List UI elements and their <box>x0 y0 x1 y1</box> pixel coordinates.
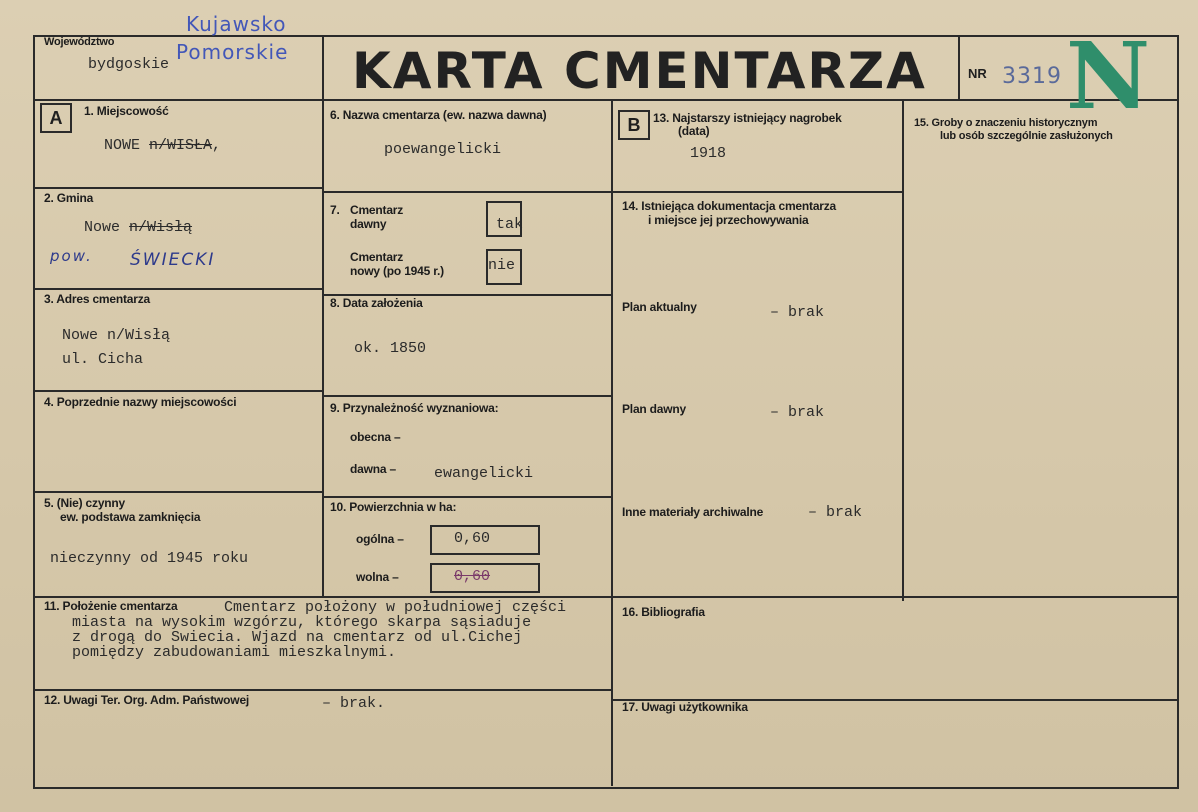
page-title: KARTA CMENTARZA <box>352 42 927 100</box>
f2-hand-prefix: pow. <box>50 247 93 265</box>
f14-plan-aktualny-label: Plan aktualny <box>622 300 697 314</box>
f7-label: 7. <box>330 203 340 217</box>
f10-ogolna-label: ogólna – <box>356 532 404 546</box>
divider <box>611 99 613 786</box>
f12-label: 12. Uwagi Ter. Org. Adm. Państwowej <box>44 693 250 707</box>
f14-label-1: 14. Istniejąca dokumentacja cmentarza <box>622 199 837 213</box>
f7-nowy-label-1: Cmentarz <box>350 250 404 264</box>
divider <box>611 191 903 193</box>
f11-line3: z drogą do Swiecia. Wjazd na cmentarz od ul.Cichej <box>72 629 523 646</box>
f16-label: 16. Bibliografia <box>622 605 705 619</box>
divider <box>322 395 612 397</box>
f7-nowy-value: nie <box>488 257 516 274</box>
f9-dawna-label: dawna – <box>350 462 396 476</box>
f3-line1: Nowe n/Wisłą <box>62 327 171 344</box>
divider <box>33 390 323 392</box>
f7-dawny-label-1: Cmentarz <box>350 203 404 217</box>
f13-value: 1918 <box>690 145 727 162</box>
f10-wolna-value: 0,60 <box>454 568 491 585</box>
divider <box>322 35 324 100</box>
f15-label-1: 15. Groby o znaczeniu historycznym <box>914 117 1098 129</box>
category-mark: N <box>1066 22 1151 130</box>
divider <box>33 596 1177 598</box>
f9-label: 9. Przynależność wyznaniowa: <box>330 401 499 415</box>
wojewodztwo-value: bydgoskie <box>88 56 170 73</box>
f5-label-1: 5. (Nie) czynny <box>44 496 126 510</box>
f5-value: nieczynny od 1945 roku <box>50 550 249 567</box>
f14-inne-value: – brak <box>808 504 863 521</box>
f14-plan-aktualny-value: – brak <box>770 304 825 321</box>
f6-value: poewangelicki <box>384 141 502 158</box>
f14-label-2: i miejsce jej przechowywania <box>648 213 809 227</box>
f8-label: 8. Data założenia <box>330 296 423 310</box>
f1-value: NOWE n/WISŁA, <box>104 137 222 154</box>
divider <box>33 288 323 290</box>
f11-line4: pomiędzy zabudowaniami mieszkalnymi. <box>72 644 397 661</box>
f13-label-1: 13. Najstarszy istniejący nagrobek <box>653 111 842 125</box>
f6-label: 6. Nazwa cmentarza (ew. nazwa dawna) <box>330 108 547 122</box>
f11-line1: Cmentarz położony w południowej części <box>224 599 567 616</box>
f11-label: 11. Położenie cmentarza <box>44 599 178 613</box>
divider <box>322 496 612 498</box>
nr-value: 3319 <box>1002 64 1062 89</box>
stamp-line1: Kujawsko <box>186 12 287 36</box>
f8-value: ok. 1850 <box>354 340 427 357</box>
divider <box>902 99 904 601</box>
f5-label-2: ew. podstawa zamknięcia <box>60 510 201 524</box>
f14-inne-label: Inne materiały archiwalne <box>622 505 764 519</box>
f7-dawny-label-2: dawny <box>350 217 387 231</box>
f10-ogolna-value: 0,60 <box>454 530 491 547</box>
f3-line2: ul. Cicha <box>62 351 144 368</box>
stamp-line2: Pomorskie <box>176 40 289 64</box>
f15-label-2: lub osób szczególnie zasłużonych <box>940 130 1113 142</box>
divider <box>322 191 612 193</box>
section-a-letter: A <box>40 103 72 133</box>
f10-wolna-label: wolna – <box>356 570 399 584</box>
divider <box>322 99 324 597</box>
divider <box>33 187 323 189</box>
section-b-letter: B <box>618 110 650 140</box>
divider <box>33 689 613 691</box>
f17-label: 17. Uwagi użytkownika <box>622 700 748 714</box>
f10-label: 10. Powierzchnia w ha: <box>330 500 457 514</box>
f2-hand-value: ŚWIECKI <box>130 250 216 270</box>
nr-label: NR <box>968 66 987 81</box>
f3-label: 3. Adres cmentarza <box>44 292 151 306</box>
f12-value: – brak. <box>322 695 386 712</box>
f13-label-2: (data) <box>678 124 710 138</box>
f9-obecna-label: obecna – <box>350 430 401 444</box>
divider <box>33 491 323 493</box>
f11-line2: miasta na wysokim wzgórzu, którego skarpa sąsiaduje <box>72 614 532 631</box>
f14-plan-dawny-label: Plan dawny <box>622 402 687 416</box>
f14-plan-dawny-value: – brak <box>770 404 825 421</box>
f2-label: 2. Gmina <box>44 191 94 205</box>
f4-label: 4. Poprzednie nazwy miejscowości <box>44 395 237 409</box>
wojewodztwo-label: Województwo <box>44 36 115 48</box>
divider <box>958 35 960 100</box>
f7-nowy-label-2: nowy (po 1945 r.) <box>350 264 444 278</box>
f2-value: Nowe n/Wisłą <box>84 219 193 236</box>
f9-dawna-value: ewangelicki <box>434 465 534 482</box>
f1-label: 1. Miejscowość <box>84 104 169 118</box>
f7-dawny-value: tak <box>496 216 524 233</box>
